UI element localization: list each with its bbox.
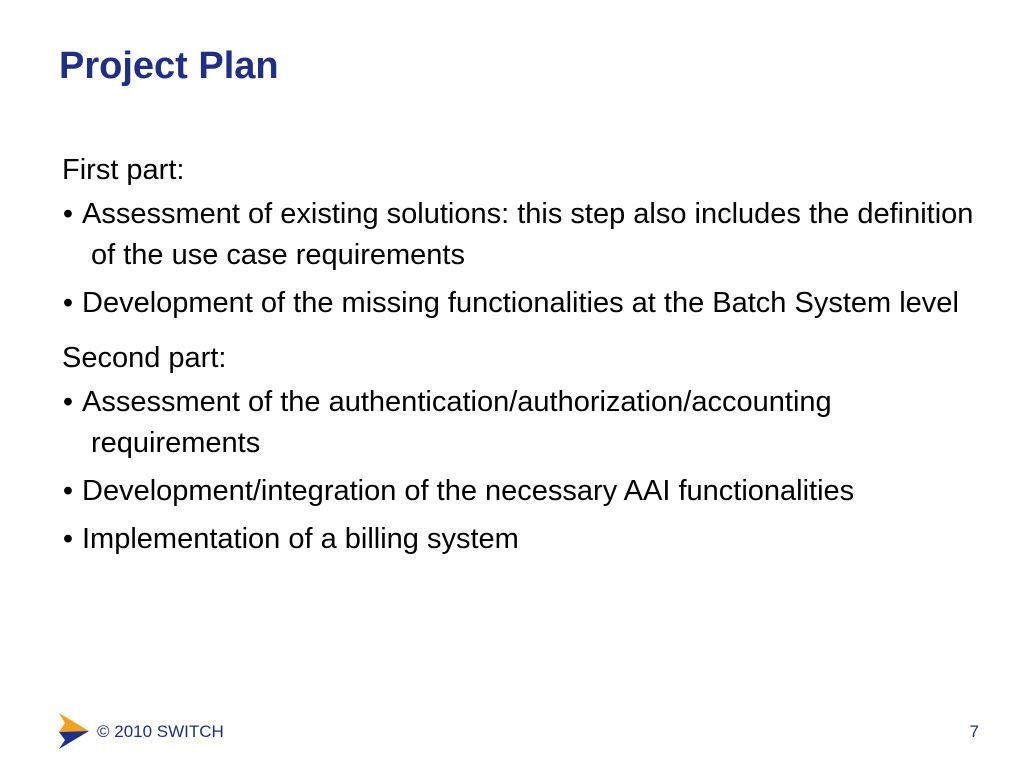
bullet-text: Assessment of existing solutions: this step also includes the definition of the use case requirements <box>82 198 974 271</box>
section-first-part <box>62 150 992 324</box>
bullet-item <box>62 283 992 324</box>
bullet-list <box>62 194 992 324</box>
section-heading: First part: <box>62 154 185 186</box>
bullet-list <box>62 382 992 560</box>
slide-title: Project Plan <box>59 45 279 87</box>
bullet-text: Assessment of the authentication/authorization/accounting requirements <box>82 386 832 459</box>
logo-blue-shape <box>59 731 89 749</box>
bullet-item <box>62 194 992 276</box>
slide-body <box>62 150 992 567</box>
bullet-text: Implementation of a billing system <box>82 523 519 555</box>
bullet-item <box>62 471 992 512</box>
section-heading: Second part: <box>62 342 227 374</box>
bullet-icon: • <box>62 523 74 555</box>
bullet-icon: • <box>62 475 74 507</box>
section-second-part <box>62 338 992 560</box>
bullet-icon: • <box>62 198 74 230</box>
bullet-icon: • <box>62 386 74 418</box>
bullet-text: Development/integration of the necessary AAI functionalities <box>82 475 855 507</box>
page-number: 7 <box>969 722 979 741</box>
footer-copyright: © 2010 SWITCH <box>97 722 224 741</box>
bullet-text: Development of the missing functionalities at the Batch System level <box>82 287 959 319</box>
switch-logo-icon <box>58 713 90 749</box>
bullet-icon: • <box>62 287 74 319</box>
bullet-item <box>62 519 992 560</box>
logo-orange-shape <box>59 713 89 732</box>
bullet-item <box>62 382 992 464</box>
